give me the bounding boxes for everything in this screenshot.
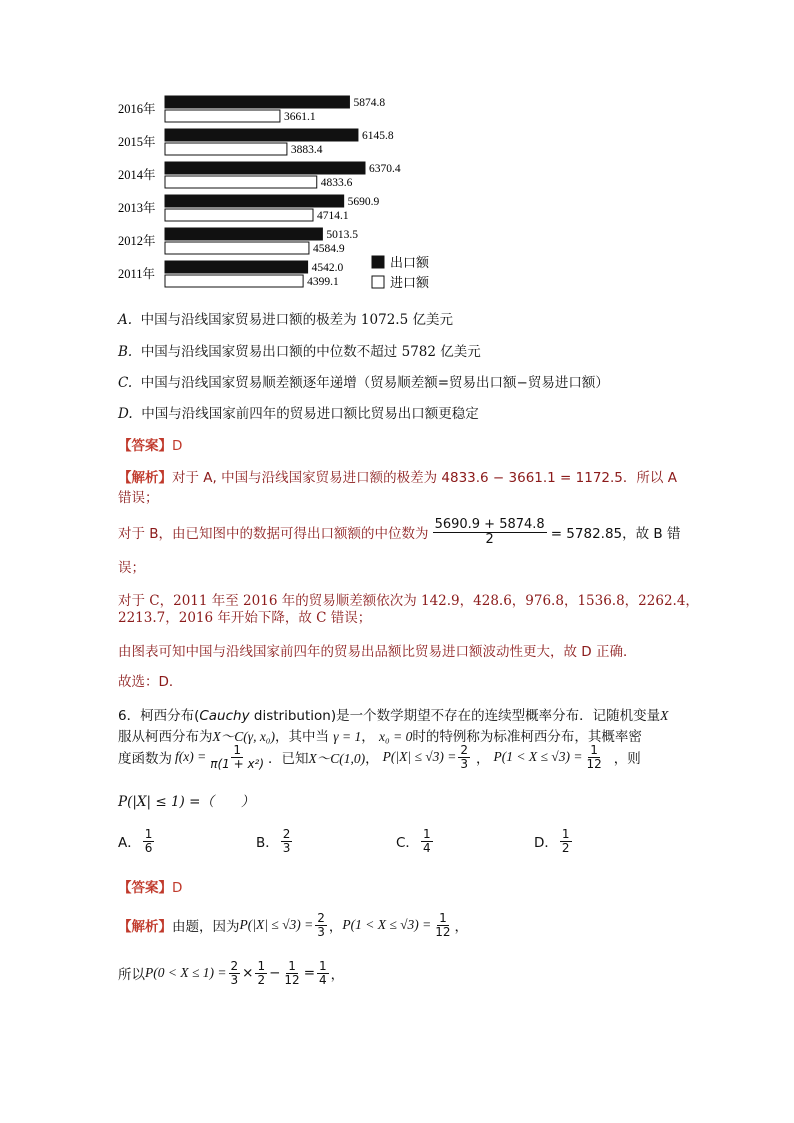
legend-swatch-export xyxy=(372,256,384,268)
q6-p2-fraction xyxy=(584,744,603,770)
q6-l2-x0: x₀ = 0 xyxy=(379,729,413,744)
q6-an2-f1-den: 3 xyxy=(230,972,239,987)
q6-an2-f2-num: 1 xyxy=(257,959,266,973)
q6-an1b: ， xyxy=(328,919,343,936)
q6-choice-d-fraction xyxy=(560,828,572,854)
q6-l2b: ，其中当 xyxy=(275,729,329,745)
q6-an1-f1-den: 3 xyxy=(317,924,325,939)
q6-answer xyxy=(118,876,182,896)
q5-analysis-line3b: 2213.7，2016 年开始下降，故 C 错误； xyxy=(118,610,372,626)
q6-choice-d xyxy=(534,828,574,854)
q6-an2-f3 xyxy=(282,960,301,986)
chart-legend xyxy=(372,255,430,290)
q5-median-fraction xyxy=(433,518,547,546)
option-c xyxy=(118,371,609,391)
data-label-export: 5690.9 xyxy=(347,196,380,208)
option-d-letter: D. xyxy=(118,406,133,422)
q6-l3d: ， xyxy=(476,751,490,768)
q5-analysis-line1 xyxy=(118,466,677,486)
q6-an2-f3-num: 1 xyxy=(288,959,296,973)
q5-analysis-line1b: 错误； xyxy=(118,490,159,506)
q6-choice-b-num: 2 xyxy=(282,827,291,841)
q6-density-fraction xyxy=(208,744,266,770)
data-label-export: 6370.4 xyxy=(369,163,401,175)
q6-l3-dist: X～C(1,0) xyxy=(308,751,366,767)
q5-answer xyxy=(118,434,182,454)
bar-import xyxy=(165,275,303,287)
option-b-letter: B. xyxy=(118,344,133,360)
q6-density-den: π(1 + x²) xyxy=(210,756,265,771)
q6-choice-c-fraction xyxy=(421,828,433,854)
q6-l1-cauchy: Cauchy xyxy=(199,708,250,724)
legend-label-export: 出口额 xyxy=(390,255,430,270)
q6-p1-den: 3 xyxy=(460,756,469,771)
q6-choice-c-den: 4 xyxy=(422,840,431,855)
category-label: 2016年 xyxy=(118,102,156,116)
bar-export xyxy=(165,261,308,273)
trade-bar-chart xyxy=(110,88,450,293)
q6-an2-f2-den: 2 xyxy=(257,972,266,987)
category-label: 2012年 xyxy=(118,234,156,248)
q6-l2a: 服从柯西分布为 xyxy=(118,729,213,745)
q6-an2c: ， xyxy=(330,967,345,984)
q6-an2-times: × xyxy=(242,965,254,982)
q6-an1-f1-num: 2 xyxy=(317,911,325,925)
q6-l3a: 度函数为 xyxy=(118,751,172,768)
q6-l3e: ，则 xyxy=(613,751,641,768)
q6-an1c: ， xyxy=(454,919,469,936)
option-c-text: 中国与沿线国家贸易顺差额逐年递增（贸易顺差额=贸易出口额−贸易进口额） xyxy=(140,375,609,391)
q6-p2-num: 1 xyxy=(590,743,598,757)
q6-an2-p: P(0 < X ≤ 1) = xyxy=(145,965,227,981)
q6-an2-f1-num: 2 xyxy=(230,959,239,973)
q6-choice-b xyxy=(256,828,294,854)
q6-p1-fraction xyxy=(458,744,470,770)
q6-choice-a xyxy=(118,828,156,854)
q6-line2 xyxy=(118,725,642,745)
q6-choice-c-letter: C． xyxy=(396,835,419,852)
option-b-text: 中国与沿线国家贸易出口额的中位数不超过 5782 亿美元 xyxy=(140,344,481,360)
q6-l2-gamma: γ = 1 xyxy=(333,729,362,744)
q5-analysis-text1: 对于 A, 中国与沿线国家贸易进口额的极差为 4833.6 − 3661.1 = 1172.5．所以 A xyxy=(172,470,677,486)
data-label-export: 5013.5 xyxy=(326,229,359,241)
q6-analysis-line1 xyxy=(118,912,468,938)
q6-l1-X: X xyxy=(660,708,669,723)
q6-l2c: ， xyxy=(361,729,375,745)
q5-analysis-line3: 对于 C，2011 年至 2016 年的贸易顺差额依次为 142.9，428.6，976.8，1536.8，2262.4， xyxy=(118,593,699,609)
q6-an2-f2 xyxy=(255,960,267,986)
option-a-letter: A. xyxy=(118,312,133,328)
q6-l3-p2: P(1 < X ≤ √3) = xyxy=(493,749,583,765)
q6-p2-den: 12 xyxy=(586,756,602,771)
bars-group xyxy=(118,96,401,288)
category-label: 2011年 xyxy=(118,267,156,281)
q6-choice-b-fraction xyxy=(281,828,293,854)
q6-an2-f4 xyxy=(317,960,329,986)
q5-answer-tag: 【答案】 xyxy=(118,438,172,454)
q6-an1-p1: P(|X| ≤ √3) = xyxy=(239,917,314,933)
q6-choice-d-num: 1 xyxy=(561,827,570,841)
q6-density-num: 1 xyxy=(233,743,241,757)
q6-an2-f4-den: 4 xyxy=(319,972,327,987)
q6-line4: P(|X| ≤ 1) =（ ） xyxy=(118,794,255,810)
bar-import xyxy=(165,242,309,254)
category-label: 2014年 xyxy=(118,168,156,182)
option-b xyxy=(118,340,481,360)
option-a-text: 中国与沿线国家贸易进口额的极差为 1072.5 亿美元 xyxy=(140,312,453,328)
q5-analysis-tag: 【解析】 xyxy=(118,470,172,486)
data-label-import: 4399.1 xyxy=(307,276,339,288)
q5-median-num: 5690.9 + 5874.8 xyxy=(434,517,545,532)
legend-label-import: 进口额 xyxy=(390,275,430,290)
option-d-text: 中国与沿线国家前四年的贸易进口额比贸易出口额更稳定 xyxy=(141,406,479,422)
q6-choice-a-letter: A． xyxy=(118,835,141,852)
q6-l3-f: f(x) = xyxy=(175,749,207,765)
option-c-letter: C. xyxy=(118,375,133,391)
category-label: 2015年 xyxy=(118,135,156,149)
data-label-import: 4833.6 xyxy=(320,177,353,189)
q6-l1b: distribution)是一个数学期望不存在的连续型概率分布．记随机变量 xyxy=(249,708,661,724)
option-d xyxy=(118,402,479,422)
q6-choice-a-den: 6 xyxy=(144,840,153,855)
data-label-export: 4542.0 xyxy=(311,262,344,274)
q5-analysis-line2c: 误； xyxy=(118,560,145,576)
q5-analysis-line5: 故选：D． xyxy=(118,674,183,690)
q6-line1 xyxy=(118,704,668,724)
q5-answer-value: D xyxy=(172,438,183,454)
q6-choice-d-den: 2 xyxy=(561,840,570,855)
data-label-import: 4714.1 xyxy=(317,210,349,222)
option-a xyxy=(118,308,453,328)
q6-choice-b-letter: B． xyxy=(256,835,279,852)
q6-choice-b-den: 3 xyxy=(282,840,291,855)
q6-analysis-line2 xyxy=(118,960,344,986)
bar-export xyxy=(165,129,358,141)
q6-an1a: 由题，因为 xyxy=(172,919,240,936)
q6-p1-num: 2 xyxy=(460,743,469,757)
q6-choice-c-num: 1 xyxy=(422,827,431,841)
bar-import xyxy=(165,143,287,155)
q6-an2-eq: = xyxy=(303,965,315,982)
q6-an1-f2-num: 1 xyxy=(439,911,447,925)
legend-swatch-import xyxy=(372,276,384,288)
data-label-export: 6145.8 xyxy=(361,130,394,142)
q6-an1-f2-den: 12 xyxy=(435,924,451,939)
q6-line3 xyxy=(118,744,641,770)
bar-import xyxy=(165,110,280,122)
bar-import xyxy=(165,209,313,221)
q6-an1-f1 xyxy=(315,912,327,938)
data-label-export: 5874.8 xyxy=(353,97,386,109)
data-label-import: 3883.4 xyxy=(290,144,323,156)
bar-export xyxy=(165,162,365,174)
q6-an2-f1 xyxy=(229,960,241,986)
q6-an2-minus: − xyxy=(269,965,281,982)
data-label-import: 4584.9 xyxy=(312,243,345,255)
q6-l3-p1: P(|X| ≤ √3) = xyxy=(382,749,457,765)
bar-export xyxy=(165,228,322,240)
q5-line2-result: = 5782.85，故 B 错 xyxy=(550,526,681,543)
q6-l3b: ．已知 xyxy=(268,751,309,768)
q6-choice-a-fraction xyxy=(143,828,155,854)
q6-an2a: 所以 xyxy=(118,967,145,984)
q5-median-den: 2 xyxy=(485,531,494,547)
q6-l1a: 6．柯西分布( xyxy=(118,708,200,724)
q6-analysis-tag: 【解析】 xyxy=(118,919,172,936)
q6-l3c: ， xyxy=(365,751,379,768)
q6-l2-expr: X～C(γ, x₀) xyxy=(212,729,275,744)
q6-l2d: 时的特例称为标准柯西分布，其概率密 xyxy=(412,729,642,745)
q6-answer-value: D xyxy=(172,880,183,896)
q5-analysis-line4: 由图表可知中国与沿线国家前四年的贸易出品额比贸易进口额波动性更大，故 D 正确． xyxy=(118,644,637,660)
q6-an1-f2 xyxy=(433,912,452,938)
data-label-import: 3661.1 xyxy=(283,111,316,123)
bar-export xyxy=(165,195,344,207)
q6-answer-tag: 【答案】 xyxy=(118,880,172,896)
q6-choice-a-num: 1 xyxy=(144,827,153,841)
q6-an2-f3-den: 12 xyxy=(284,972,300,987)
q6-an1-p2: P(1 < X ≤ √3) = xyxy=(342,917,432,933)
bar-export xyxy=(165,96,349,108)
bar-import xyxy=(165,176,317,188)
q6-an2-f4-num: 1 xyxy=(319,959,327,973)
q6-choice-d-letter: D． xyxy=(534,835,558,852)
q5-line2-text: 对于 B，由已知图中的数据可得出口额额的中位数为 xyxy=(118,526,429,543)
category-label: 2013年 xyxy=(118,201,156,215)
q5-analysis-line2 xyxy=(118,518,680,546)
q6-choice-c xyxy=(396,828,435,854)
